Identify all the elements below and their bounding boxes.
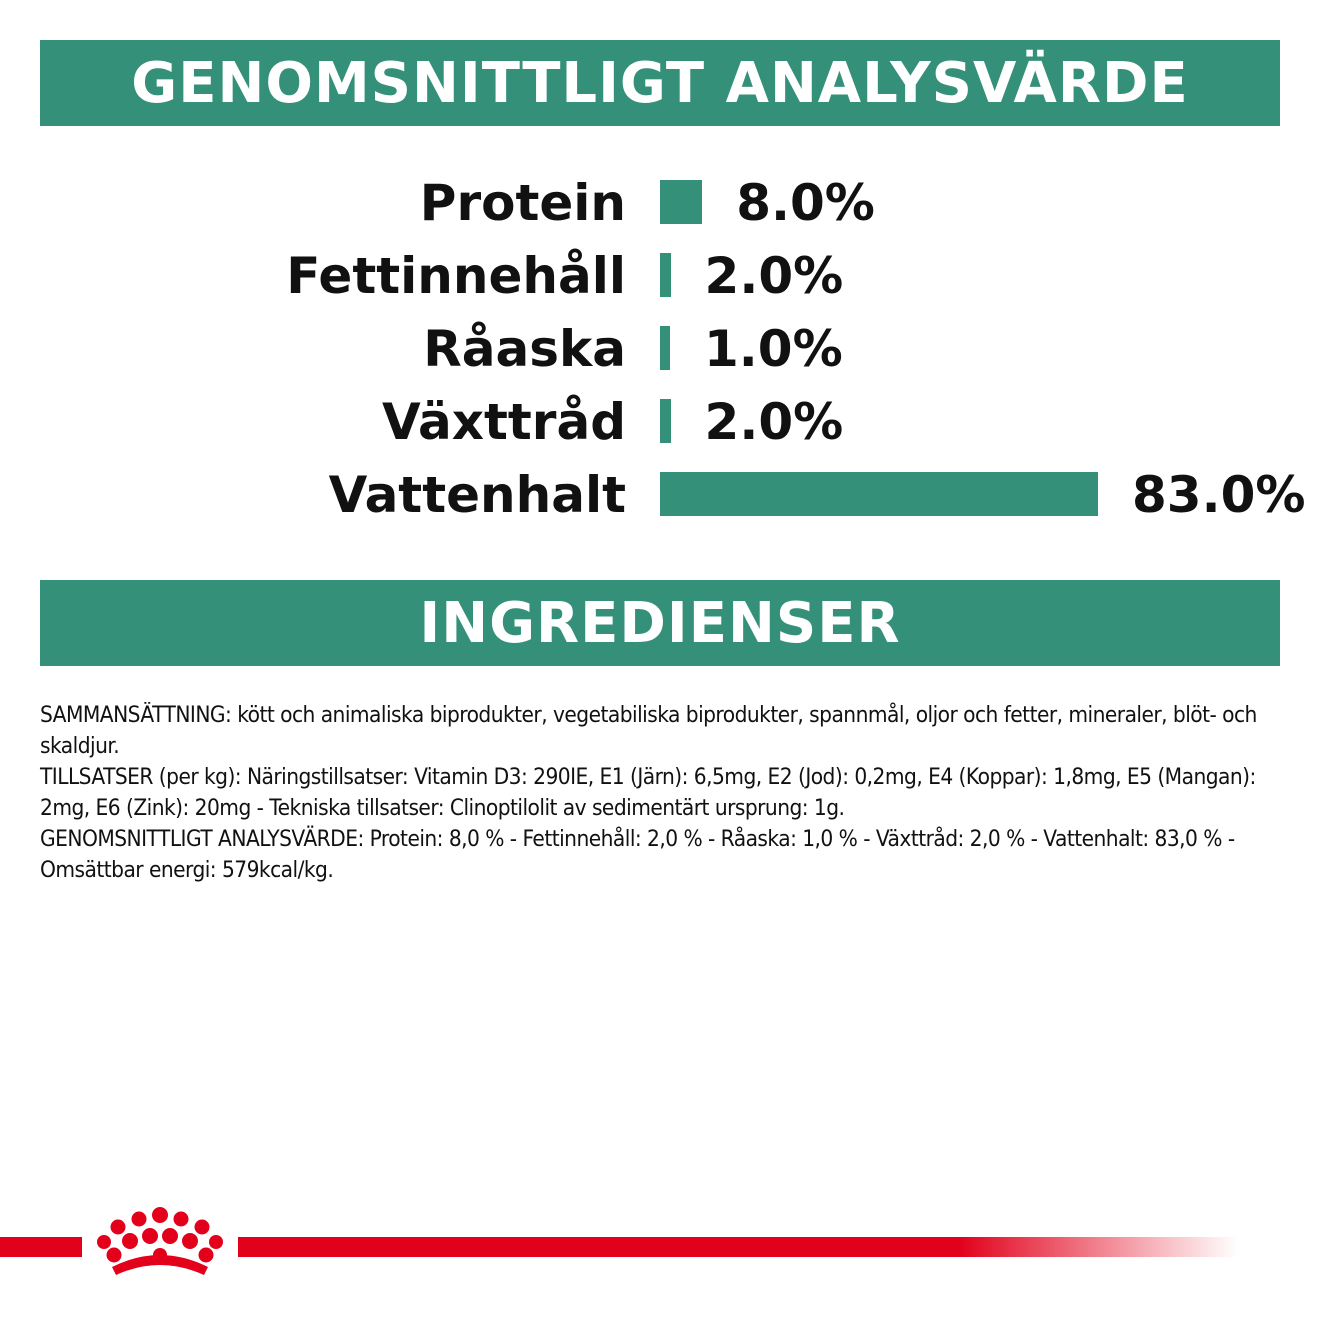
value-label: 1.0% [704,320,843,378]
brand-line-right [238,1237,1238,1257]
bar [660,180,702,224]
category-label: Protein [419,174,626,232]
brand-line-left [0,1237,82,1257]
crown-icon [92,1205,228,1285]
value-label: 2.0% [704,393,844,451]
category-label: Växttråd [382,393,626,451]
category-label: Fettinnehåll [286,247,626,305]
bar [660,253,671,297]
category-label: Vattenhalt [328,466,626,524]
additives-text: TILLSATSER (per kg): Näringstillsatser: Vitamin D3: 290IE, E1 (Järn): 6,5mg, E2 (Jod): 0,2mg, E4 (Koppar): 1,8mg, E5 (Mangan): 2mg, E6 (Zink): 20mg - Tekniska tillsatser: Clinoptilolit av sedimentärt ursprung: 1g. [40,765,1256,821]
ingredients-text [40,700,1282,886]
ingredients-banner [40,580,1280,666]
nutrient-bar-chart [0,170,1320,550]
value-label: 83.0% [1132,466,1306,524]
analysis-banner [40,40,1280,126]
bar [660,472,1098,516]
category-label: Råaska [423,320,626,378]
composition-text: SAMMANSÄTTNING: kött och animaliska biprodukter, vegetabiliska biprodukter, spannmål, oljor och fetter, mineraler, blöt- och skaldjur. [40,703,1257,759]
value-label: 8.0% [736,174,875,232]
analysis-text: GENOMSNITTLIGT ANALYSVÄRDE: Protein: 8,0 % - Fettinnehåll: 2,0 % - Råaska: 1,0 % - Växttråd: 2,0 % - Vattenhalt: 83,0 % - Omsättbar energi: 579kcal/kg. [40,827,1235,883]
ingredients-title: INGREDIENSER [419,590,901,656]
value-label: 2.0% [704,247,844,305]
analysis-title: GENOMSNITTLIGT ANALYSVÄRDE [131,50,1189,116]
bar [660,326,670,370]
bar [660,399,671,443]
